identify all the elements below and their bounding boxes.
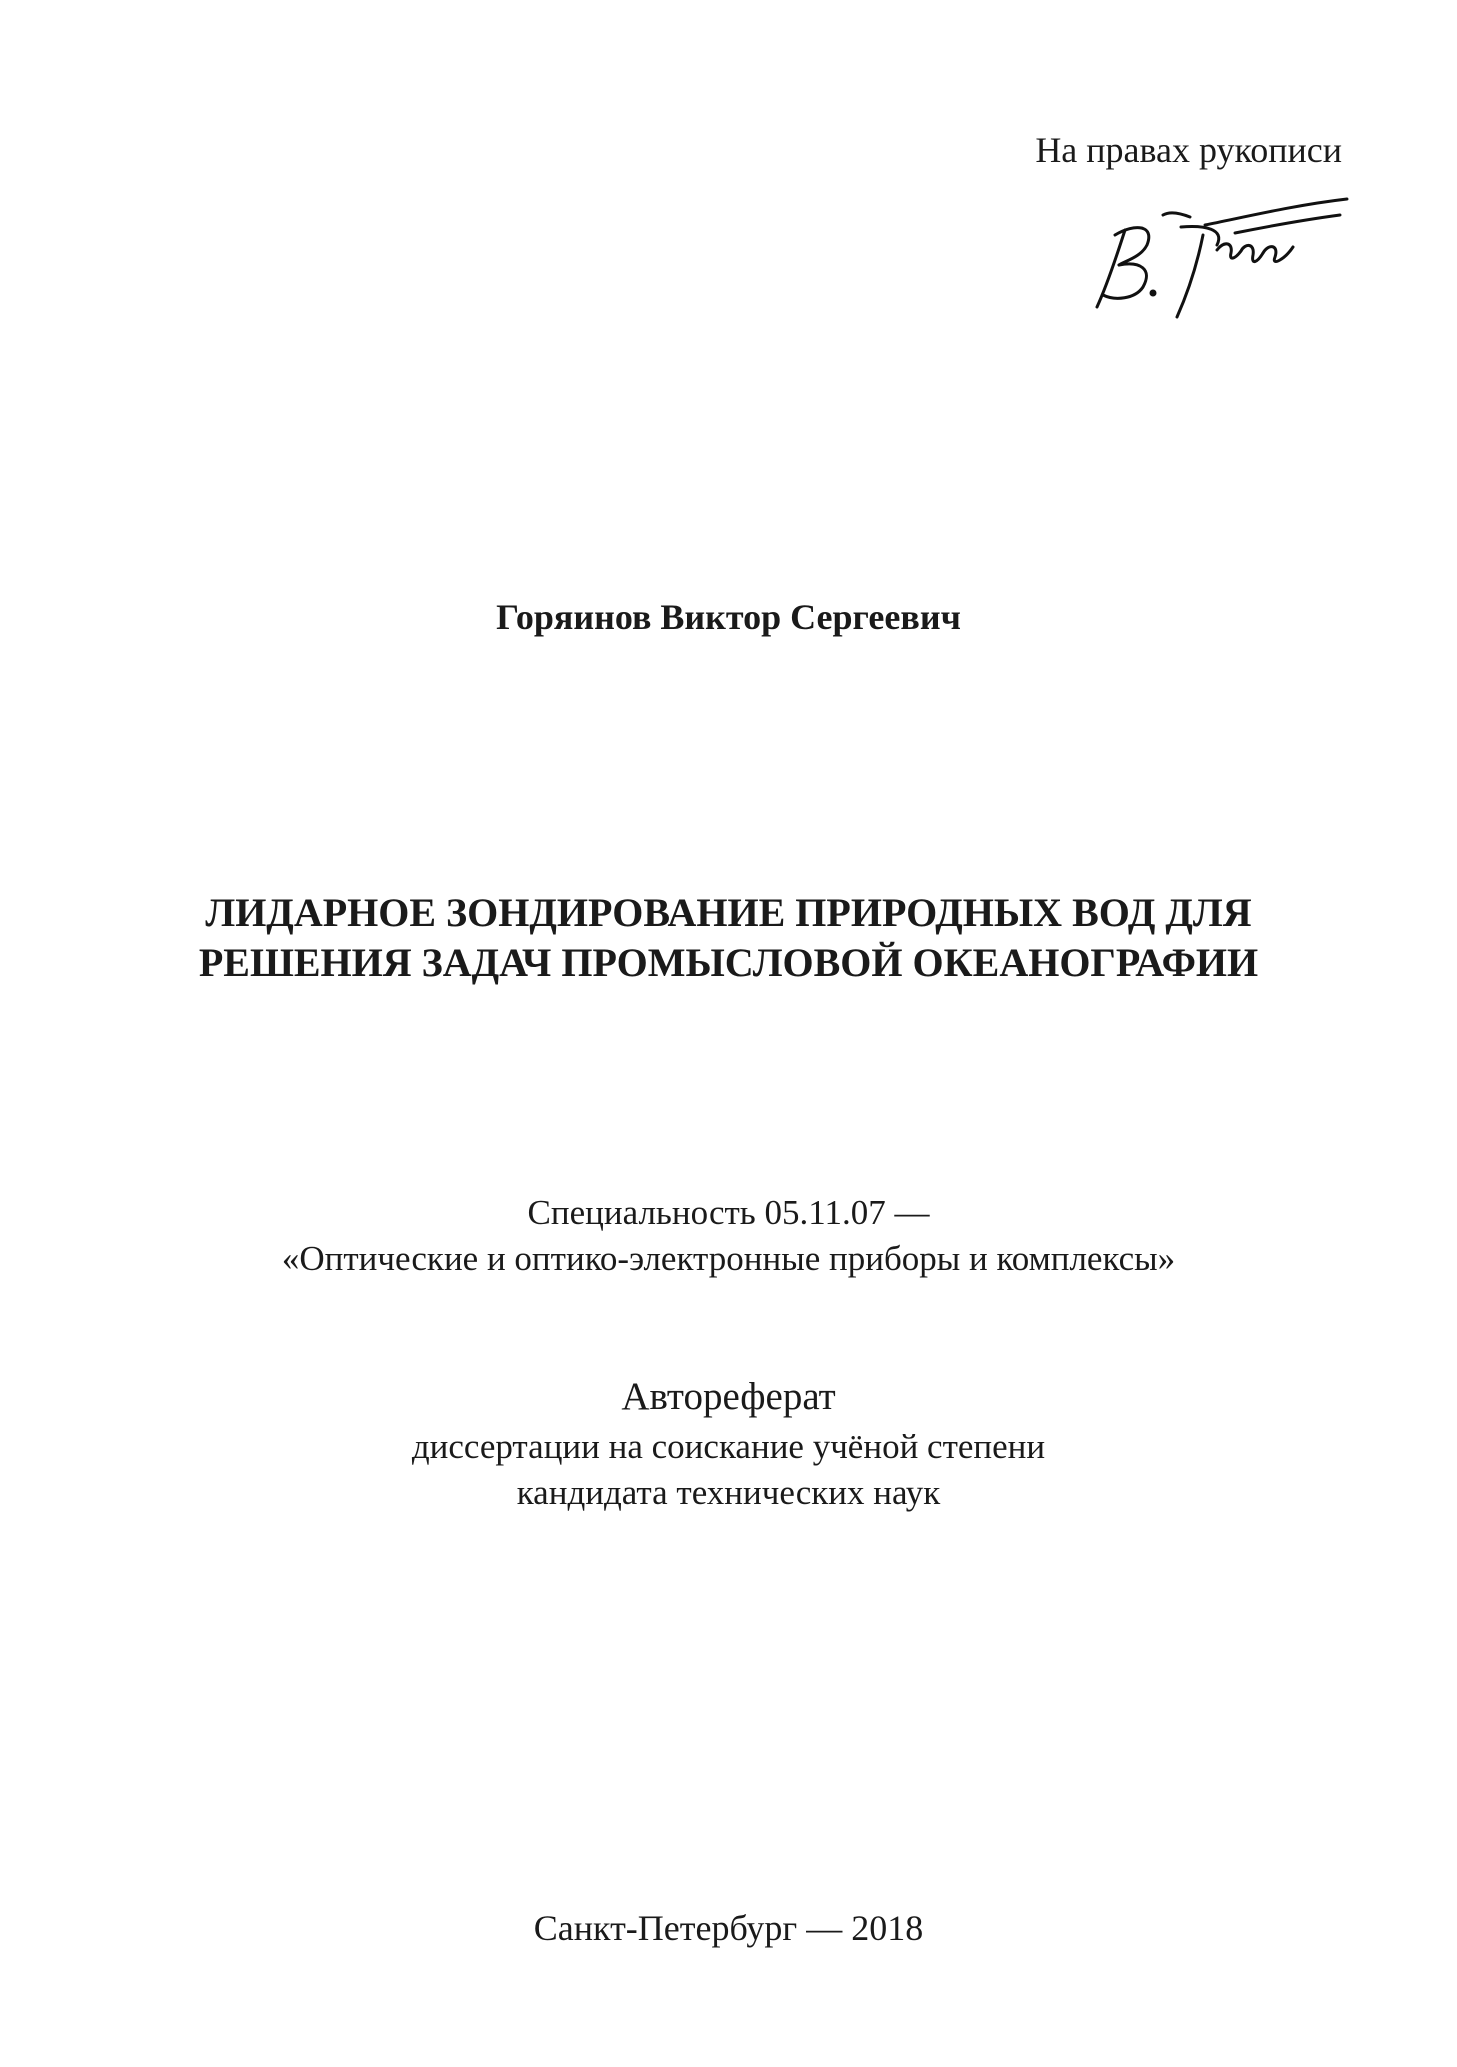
abstract-block [0,1370,1457,1516]
title-line: РЕШЕНИЯ ЗАДАЧ ПРОМЫСЛОВОЙ ОКЕАНОГРАФИИ [198,940,1259,985]
copyright-note: На правах рукописи [1035,130,1342,170]
specialty-code: Специальность 05.11.07 — [527,1193,930,1232]
handwritten-signature [1085,195,1355,320]
abstract-line: диссертации на соискание учёной степени [411,1427,1046,1466]
author-name: Горяинов Виктор Сергеевич [496,597,961,637]
title-line: ЛИДАРНОЕ ЗОНДИРОВАНИЕ ПРИРОДНЫХ ВОД ДЛЯ [205,890,1252,935]
abstract-line: кандидата технических наук [516,1473,941,1512]
specialty-name: «Оптические и оптико-электронные приборы и комплексы» [281,1239,1176,1278]
place-and-year: Санкт-Петербург — 2018 [533,1908,924,1948]
dissertation-title [0,888,1457,988]
abstract-heading: Автореферат [621,1375,836,1418]
specialty-block [0,1190,1457,1282]
